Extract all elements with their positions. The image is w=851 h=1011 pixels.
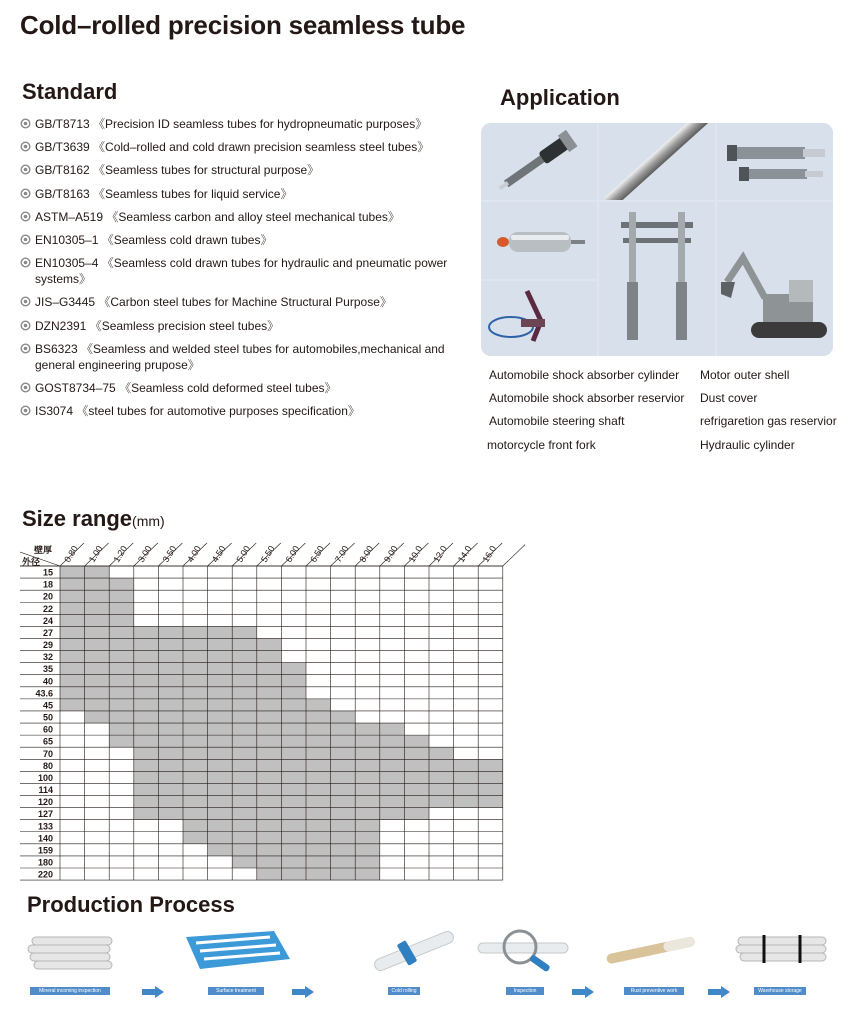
circle-bullet-icon — [20, 118, 31, 129]
available-size-cell — [60, 602, 134, 614]
outer-diameter-tick: 133 — [37, 821, 53, 832]
gas-reservoir-image — [481, 202, 597, 279]
standard-item — [20, 318, 465, 334]
standard-description: 《Seamless precision steel tubes》 — [89, 318, 280, 333]
standard-list — [20, 116, 465, 426]
standard-code: GB/T8163 — [35, 186, 90, 201]
production-process-flow — [20, 925, 840, 1005]
app-label-hydraulic-cylinder: Hydraulic cylinder — [700, 438, 795, 452]
wall-thickness-tick: 3.00 — [136, 543, 154, 565]
wall-thickness-tick: 7.00 — [332, 543, 351, 565]
outer-diameter-tick: 220 — [37, 869, 53, 880]
circle-bullet-icon — [20, 405, 31, 416]
available-size-cell — [60, 614, 134, 626]
wall-thickness-tick: 0.80 — [62, 543, 80, 565]
outer-diameter-tick: 43.6 — [35, 688, 53, 699]
app-label-motor-outer-shell: Motor outer shell — [700, 368, 790, 382]
wall-thickness-tick: 9.00 — [382, 543, 400, 565]
application-heading: Application — [500, 85, 620, 110]
available-size-cell — [134, 759, 503, 771]
process-arrow-icon — [292, 985, 314, 1003]
standard-description: 《Carbon steel tubes for Machine Structural Purpose》 — [98, 295, 392, 310]
standard-code: GB/T8162 — [35, 163, 90, 178]
wall-thickness-tick: 8.00 — [357, 543, 376, 565]
outer-diameter-tick: 35 — [42, 664, 53, 675]
available-size-cell — [257, 868, 380, 880]
standard-item-text — [35, 403, 360, 419]
circle-bullet-icon — [20, 343, 31, 354]
standard-description: 《Seamless carbon and alloy steel mechanical tubes》 — [106, 209, 400, 224]
outer-diameter-tick: 45 — [42, 700, 53, 711]
step-label-inspection: Inspection — [506, 987, 544, 995]
outer-diameter-tick: 65 — [42, 736, 53, 747]
available-size-cell — [109, 735, 429, 747]
standard-item-text — [35, 162, 319, 178]
standard-item-text — [35, 380, 337, 396]
available-size-cell — [60, 651, 281, 663]
wall-thickness-tick: 1.20 — [111, 543, 130, 565]
standard-item-text — [35, 318, 279, 334]
standard-item — [20, 116, 465, 132]
outer-diameter-tick: 40 — [42, 676, 53, 687]
outer-diameter-tick: 100 — [37, 772, 53, 783]
standard-description: 《Cold–rolled and cold drawn precision seamless steel tubes》 — [93, 140, 430, 155]
size-range-table — [20, 541, 525, 886]
motorcycle-front-fork-image — [599, 202, 715, 356]
app-label-refrigaretion-gas-reservior: refrigaretion gas reservior — [700, 414, 837, 428]
rust-preventive-icon — [604, 931, 700, 971]
standard-item — [20, 380, 465, 396]
outer-diameter-tick: 80 — [42, 760, 53, 771]
standard-item — [20, 232, 465, 248]
wall-thickness-tick: 5.50 — [259, 543, 277, 565]
step-label-surface-treatment: Surface treatment — [208, 987, 264, 995]
header-slant-line — [503, 543, 525, 566]
available-size-cell — [134, 783, 503, 795]
standard-code: BS6323 — [35, 341, 78, 356]
wall-thickness-tick: 4.50 — [209, 543, 228, 565]
wall-thickness-tick: 5.00 — [234, 543, 253, 565]
circle-bullet-icon — [20, 257, 31, 268]
standard-description: 《Seamless tubes for structural purpose》 — [93, 163, 320, 178]
available-size-cell — [208, 844, 380, 856]
standard-item — [20, 162, 465, 178]
standard-item-text — [35, 294, 392, 310]
app-label-steering-shaft: Automobile steering shaft — [489, 414, 625, 428]
page-title: Cold–rolled precision seamless tube — [20, 10, 466, 40]
available-size-cell — [85, 711, 356, 723]
outer-diameter-tick: 120 — [37, 797, 53, 808]
standard-code: JIS–G3445 — [35, 295, 96, 310]
wall-thickness-tick: 6.50 — [308, 543, 326, 565]
outer-diameter-tick: 70 — [42, 748, 53, 759]
standard-item-text — [35, 232, 272, 248]
outer-diameter-tick: 22 — [42, 603, 53, 614]
outer-diameter-tick: 60 — [42, 724, 53, 735]
standard-description: 《steel tubes for automotive purposes specification》 — [76, 404, 360, 419]
standard-code: ASTM–A519 — [35, 209, 104, 224]
production-process-heading: Production Process — [27, 892, 235, 917]
app-label-motorcycle-front-fork: motorcycle front fork — [487, 438, 596, 452]
step-label-warehouse-storage: Warehouse storage — [754, 987, 806, 995]
outer-diameter-tick: 29 — [42, 640, 53, 651]
wall-thickness-tick: 14.0 — [455, 543, 474, 565]
circle-bullet-icon — [20, 211, 31, 222]
wall-thickness-tick: 12.0 — [431, 543, 449, 565]
standard-item — [20, 294, 465, 310]
standard-code: EN10305–1 — [35, 232, 99, 247]
standard-description: 《Seamless tubes for liquid service》 — [93, 186, 293, 201]
wall-thickness-tick: 1.00 — [86, 543, 105, 565]
wall-thickness-label: 壁厚 — [34, 545, 53, 555]
cold-rolling-icon — [366, 927, 462, 975]
process-arrow-icon — [572, 985, 594, 1003]
standard-item — [20, 139, 465, 155]
standard-item-text — [35, 139, 429, 155]
outer-diameter-label: 外径 — [22, 557, 41, 567]
standard-item — [20, 186, 465, 202]
outer-diameter-tick: 180 — [37, 857, 53, 868]
hydraulic-cylinder-image — [717, 123, 833, 200]
standard-description: 《Seamless and welded steel tubes for automobiles,mechanical and general engineering prupose》 — [35, 341, 445, 372]
available-size-cell — [60, 578, 134, 590]
wall-thickness-tick: 6.00 — [283, 543, 302, 565]
magnifier-inspection-icon — [476, 927, 572, 975]
size-range-title: Size range — [22, 506, 133, 531]
tube-bundle-icon — [24, 931, 116, 971]
standard-item-text — [35, 341, 465, 373]
outer-diameter-tick: 159 — [37, 845, 53, 856]
wall-thickness-tick: 10.0 — [406, 543, 425, 565]
steering-shaft-image — [481, 281, 597, 356]
standard-item — [20, 341, 465, 373]
outer-diameter-tick: 32 — [42, 652, 53, 663]
standard-item-text — [35, 186, 292, 202]
circle-bullet-icon — [20, 234, 31, 245]
process-arrow-icon — [142, 985, 164, 1003]
size-range-grid — [20, 541, 525, 886]
size-range-heading — [22, 506, 165, 532]
standard-item — [20, 209, 465, 225]
app-label-shock-absorber-cylinder: Automobile shock absorber cylinder — [489, 368, 680, 382]
circle-bullet-icon — [20, 141, 31, 152]
wall-thickness-tick: 3.50 — [160, 543, 179, 565]
standard-item — [20, 255, 465, 287]
process-arrow-icon — [708, 985, 730, 1003]
outer-diameter-tick: 20 — [42, 591, 53, 602]
standard-item-text — [35, 255, 465, 287]
warehouse-bundle-icon — [734, 933, 830, 969]
standard-description: 《Seamless cold drawn tubes》 — [101, 232, 273, 247]
size-range-unit: (mm) — [132, 513, 165, 529]
circle-bullet-icon — [20, 320, 31, 331]
outer-diameter-tick: 114 — [38, 785, 53, 796]
wall-thickness-tick: 16.0 — [480, 543, 499, 565]
circle-bullet-icon — [20, 382, 31, 393]
app-label-dust-cover: Dust cover — [700, 391, 758, 405]
circle-bullet-icon — [20, 164, 31, 175]
outer-diameter-tick: 24 — [42, 615, 53, 626]
available-size-cell — [134, 771, 503, 783]
available-size-cell — [60, 590, 134, 602]
available-size-cell — [60, 638, 281, 650]
available-size-cell — [60, 699, 331, 711]
step-label-rust-preventive-work: Rust preventive work — [624, 987, 684, 995]
wall-thickness-tick: 4.00 — [185, 543, 203, 565]
available-size-cell — [134, 747, 454, 759]
standard-code: GOST8734–75 — [35, 380, 116, 395]
surface-treatment-icon — [182, 929, 292, 975]
outer-diameter-tick: 27 — [42, 627, 53, 638]
standard-heading: Standard — [22, 79, 118, 104]
step-label-mineral-incoming-inspection: Mineral incoming inspection — [30, 987, 110, 995]
circle-bullet-icon — [20, 296, 31, 307]
standard-code: GB/T3639 — [35, 140, 90, 155]
available-size-cell — [134, 796, 503, 808]
standard-code: GB/T8713 — [35, 117, 90, 131]
standard-code: DZN2391 — [35, 318, 87, 333]
application-image-grid — [481, 123, 833, 356]
shock-absorber-image — [481, 123, 597, 200]
outer-diameter-tick: 140 — [37, 833, 53, 844]
step-label-cold-rolling: Cold rolling — [388, 987, 420, 995]
standard-description: 《Seamless cold deformed steel tubes》 — [119, 380, 337, 395]
standard-item-text — [35, 209, 400, 225]
standard-description: 《Precision ID seamless tubes for hydropneumatic purposes》 — [93, 117, 428, 131]
standard-code: EN10305–4 — [35, 256, 99, 271]
standard-item-text — [35, 116, 427, 132]
standard-item — [20, 403, 465, 419]
app-label-shock-absorber-reservior: Automobile shock absorber reservior — [489, 391, 685, 405]
outer-diameter-tick: 50 — [42, 712, 53, 723]
long-tube-image — [599, 123, 715, 200]
outer-diameter-tick: 127 — [37, 809, 53, 820]
excavator-image — [717, 202, 833, 356]
circle-bullet-icon — [20, 188, 31, 199]
standard-description: 《Seamless cold drawn tubes for hydraulic and pneumatic power systems》 — [35, 256, 448, 287]
standard-code: IS3074 — [35, 404, 74, 419]
outer-diameter-tick: 15 — [42, 567, 53, 578]
outer-diameter-tick: 18 — [42, 579, 53, 590]
